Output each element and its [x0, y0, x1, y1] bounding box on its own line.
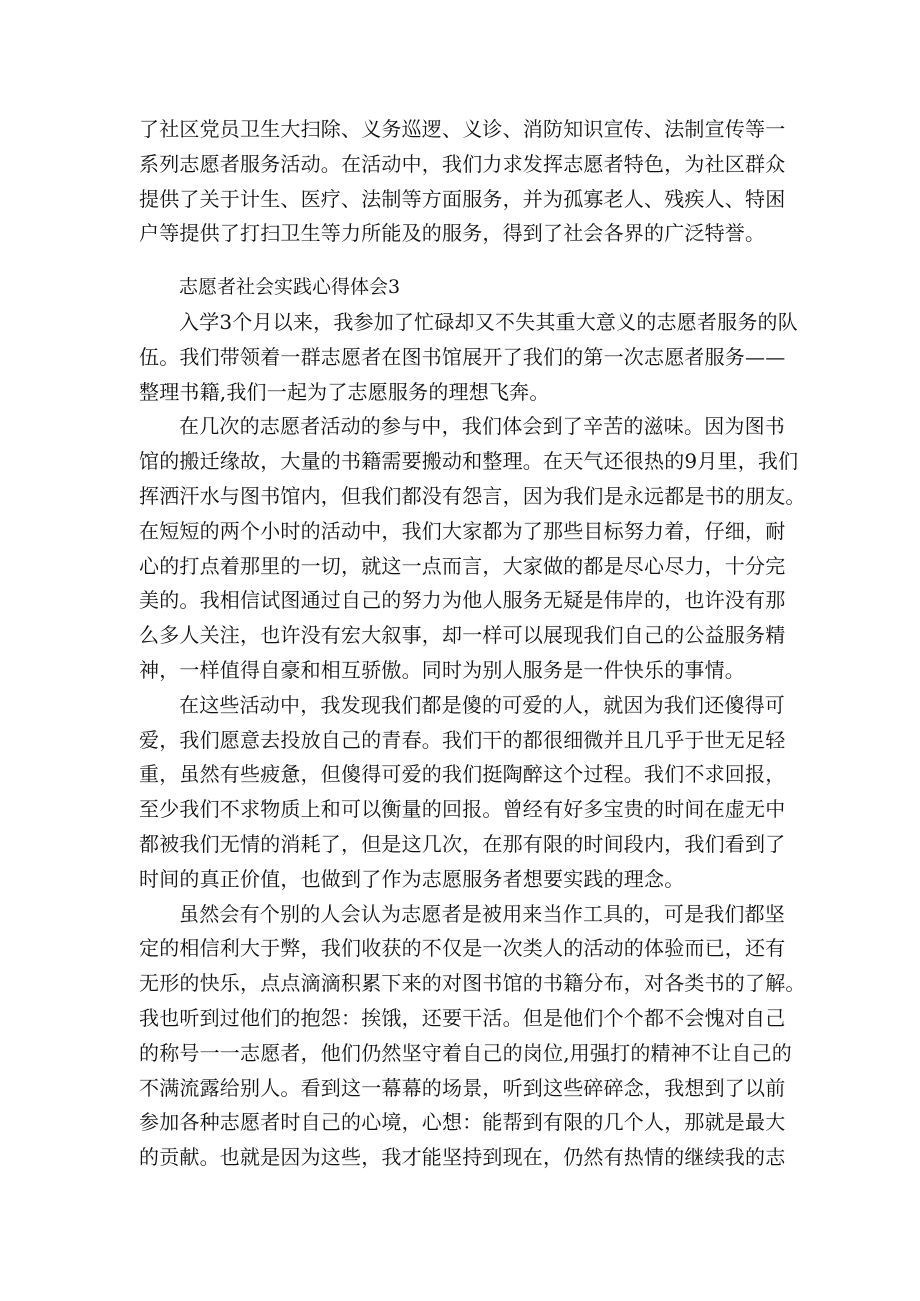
text-line: 神，一样值得自豪和相互骄傲。同时为别人服务是一件快乐的事情。 [139, 657, 745, 682]
section-gap [139, 251, 799, 270]
paragraph-continuation [139, 112, 799, 251]
text-line: 整理书籍,我们一起为了志愿服务的理想飞奔。 [139, 379, 550, 404]
text-line: 馆的搬迁缘故，大量的书籍需要搬动和整理。在天气还很热的9月里，我们 [139, 449, 799, 474]
text-line: 无形的快乐，点点滴滴积累下来的对图书馆的书籍分布，对各类书的了解。 [139, 971, 806, 996]
text-line: 在几次的志愿者活动的参与中，我们体会到了辛苦的滋味。因为图书 [179, 414, 785, 439]
text-line: 入学3个月以来，我参加了忙碌却又不失其重大意义的志愿者服务的队 [179, 309, 798, 334]
text-line: 定的相信利大于弊，我们收获的不仅是一次类人的活动的体验而已，还有 [139, 936, 786, 961]
paragraph-1 [139, 305, 799, 409]
text-line: 心的打点着那里的一切，就这一点而言，大家做的都是尽心尽力，十分完 [139, 553, 786, 578]
paragraph-4 [139, 897, 806, 1175]
text-line: 爱，我们愿意去投放自己的青春。我们干的都很细微并且几乎于世无足轻 [139, 727, 786, 752]
text-line: 虽然会有个别的人会认为志愿者是被用来当作工具的，可是我们都坚 [179, 901, 785, 926]
text-line: 的贡献。也就是因为这些，我才能坚持到现在，仍然有热情的继续我的志 [139, 1145, 786, 1170]
text-line: 了社区党员卫生大扫除、义务巡逻、义诊、消防知识宣传、法制宣传等一 [139, 117, 786, 141]
text-line: 都被我们无情的消耗了，但是这几次，在那有限的时间段内，我们看到了 [139, 831, 786, 856]
text-line: 系列志愿者服务活动。在活动中，我们力求发挥志愿者特色，为社区群众 [139, 151, 786, 176]
paragraph-2 [139, 409, 806, 687]
text-line: 伍。我们带领着一群志愿者在图书馆展开了我们的第一次志愿者服务—— [139, 344, 786, 369]
text-line: 挥洒汗水与图书馆内，但我们都没有怨言，因为我们是永远都是书的朋友。 [139, 483, 806, 508]
text-line: 美的。我相信试图通过自己的努力为他人服务无疑是伟岸的，也许没有那 [139, 588, 786, 613]
paragraph-3 [139, 688, 799, 897]
section-heading: 志愿者社会实践心得体会3 [179, 276, 401, 299]
document-body [139, 112, 806, 1175]
text-line: 至少我们不求物质上和可以衡量的回报。曾经有好多宝贵的时间在虚无中 [139, 797, 786, 822]
text-line: 提供了关于计生、医疗、法制等方面服务，并为孤寡老人、残疾人、特困 [139, 186, 786, 211]
text-line: 重，虽然有些疲惫，但傻得可爱的我们挺陶醉这个过程。我们不求回报， [139, 762, 786, 787]
text-line: 参加各种志愿者时自己的心境，心想：能帮到有限的几个人，那就是最大 [139, 1110, 786, 1135]
text-line: 么多人关注，也许没有宏大叙事，却一样可以展现我们自己的公益服务精 [139, 623, 786, 648]
text-line: 的称号一一志愿者，他们仍然坚守着自己的岗位,用强打的精神不让自己的 [139, 1040, 792, 1065]
text-line: 在短短的两个小时的活动中，我们大家都为了那些目标努力着，仔细，耐 [139, 518, 786, 543]
text-line: 我也听到过他们的抱怨：挨饿，还要干活。但是他们个个都不会愧对自己 [139, 1005, 786, 1030]
text-line: 在这些活动中，我发现我们都是傻的可爱的人，就因为我们还傻得可 [179, 692, 785, 717]
text-line: 不满流露给别人。看到这一幕幕的场景，听到这些碎碎念，我想到了以前 [139, 1075, 786, 1100]
text-line: 时间的真正价值，也做到了作为志愿服务者想要实践的理念。 [139, 866, 685, 891]
text-line: 户等提供了打扫卫生等力所能及的服务，得到了社会各界的广泛特誉。 [139, 221, 766, 246]
